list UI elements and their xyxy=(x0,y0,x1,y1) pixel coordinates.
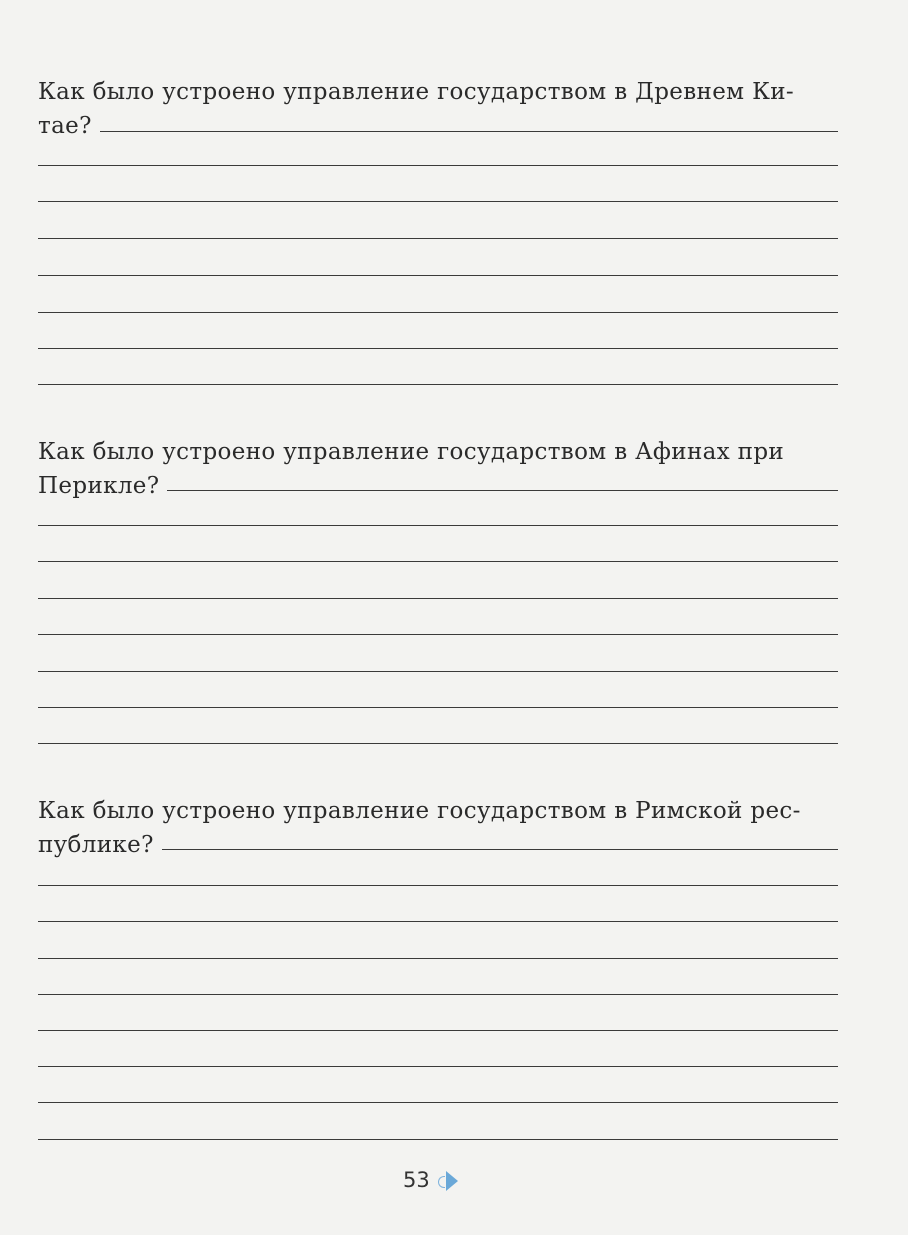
answer-line[interactable] xyxy=(38,1030,838,1031)
answer-line[interactable] xyxy=(38,131,838,132)
answer-line[interactable] xyxy=(38,634,838,635)
answer-line[interactable] xyxy=(38,525,838,526)
answer-line[interactable] xyxy=(38,384,838,385)
answer-line[interactable] xyxy=(38,707,838,708)
answer-line[interactable] xyxy=(38,348,838,349)
answer-line[interactable] xyxy=(38,1102,838,1103)
question-1-text-line2: тае? xyxy=(38,112,100,140)
answer-line[interactable] xyxy=(38,201,838,202)
question-2-text-line1: Как было устроено управление государством в Афинах при xyxy=(38,439,785,465)
answer-line[interactable] xyxy=(38,1139,838,1140)
question-3-text-line1: Как было устроено управление государством в Римской рес- xyxy=(38,798,801,824)
answer-line[interactable] xyxy=(38,885,838,886)
answer-line[interactable] xyxy=(38,671,838,672)
answer-line[interactable] xyxy=(38,598,838,599)
question-2 xyxy=(38,438,838,758)
answer-line[interactable] xyxy=(38,958,838,959)
question-3-text-line2: публике? xyxy=(38,831,162,859)
answer-line[interactable] xyxy=(38,561,838,562)
answer-line[interactable] xyxy=(38,921,838,922)
answer-line[interactable] xyxy=(38,743,838,744)
question-1 xyxy=(38,78,838,398)
answer-line[interactable] xyxy=(38,238,838,239)
answer-line[interactable] xyxy=(38,1066,838,1067)
answer-line[interactable] xyxy=(38,165,838,166)
answer-line[interactable] xyxy=(38,275,838,276)
answer-line[interactable] xyxy=(38,312,838,313)
answer-line[interactable] xyxy=(38,994,838,995)
page-marker-bracket-icon xyxy=(438,1176,445,1188)
question-2-text-line2: Перикле? xyxy=(38,472,167,500)
page-number: 53 xyxy=(403,1168,430,1192)
question-3 xyxy=(38,797,838,1147)
page-marker-arrow-icon xyxy=(446,1171,458,1191)
question-1-text-line1: Как было устроено управление государством в Древнем Ки- xyxy=(38,79,795,105)
